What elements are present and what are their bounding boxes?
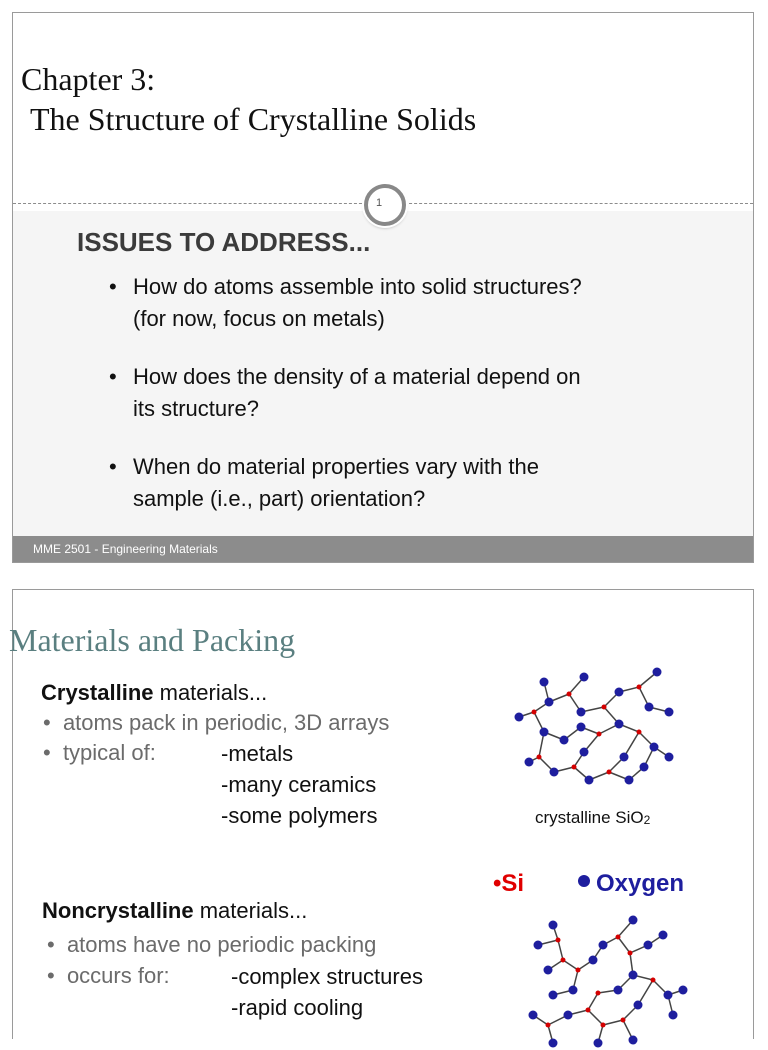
issue-line: How does the density of a material depend on: [133, 364, 581, 389]
oxygen-dot-icon: [578, 875, 590, 887]
issue-item: [109, 271, 709, 335]
caption-text: crystalline SiO: [535, 808, 644, 827]
title-line-1: Chapter 3:: [21, 61, 156, 97]
figure-caption: [535, 808, 650, 828]
noncrystalline-example: -complex structures: [231, 964, 423, 989]
crystalline-heading: [41, 680, 267, 706]
issues-list: [109, 271, 709, 541]
crystalline-suffix: materials...: [153, 680, 268, 705]
noncrystalline-bullet: • atoms have no periodic packing: [47, 932, 377, 957]
slide-footer: [13, 536, 753, 562]
issue-item: [109, 451, 709, 515]
legend-si: •Si: [493, 870, 525, 897]
crystalline-term: Crystalline: [41, 680, 154, 705]
issue-item: [109, 361, 709, 425]
crystalline-example: -metals: [221, 741, 294, 766]
slide-2-title: Materials and Packing: [9, 622, 296, 658]
issues-heading: ISSUES TO ADDRESS...: [77, 227, 371, 257]
noncrystalline-bullet: • occurs for:: [47, 963, 170, 988]
title-line-2: The Structure of Crystalline Solids: [30, 101, 477, 137]
bullet-text: atoms pack in periodic, 3D arrays: [62, 710, 390, 735]
noncrystalline-suffix: materials...: [193, 898, 308, 923]
issue-line: When do material properties vary with the: [133, 454, 539, 479]
legend-oxygen: [578, 870, 684, 898]
slide-2: [9, 589, 754, 1039]
bullet-text: atoms have no periodic packing: [66, 932, 377, 957]
slide-1-title: [21, 59, 476, 139]
crystalline-sio2-diagram: [509, 662, 679, 792]
issue-line: (for now, focus on metals): [133, 306, 385, 331]
crystalline-bullet: • atoms pack in periodic, 3D arrays: [43, 710, 390, 735]
slide-1: [12, 12, 754, 563]
caption-subscript: 2: [643, 813, 651, 827]
crystalline-example: -many ceramics: [221, 772, 377, 797]
noncrystalline-sio2-diagram: [518, 915, 693, 1050]
noncrystalline-example: -rapid cooling: [231, 995, 364, 1020]
bullet-text: occurs for:: [66, 963, 170, 988]
footer-text: MME 2501 - Engineering Materials: [33, 542, 218, 556]
crystalline-example: -some polymers: [221, 803, 378, 828]
noncrystalline-term: Noncrystalline: [42, 898, 194, 923]
slide-number: 1: [376, 197, 383, 209]
issue-line: its structure?: [133, 396, 259, 421]
slide-number-badge: [364, 184, 406, 226]
legend-si-label: Si: [501, 870, 525, 897]
crystalline-bullet: • typical of:: [43, 740, 156, 765]
issue-line: sample (i.e., part) orientation?: [133, 486, 426, 511]
issue-line: How do atoms assemble into solid structures?: [133, 274, 582, 299]
legend-oxygen-label: Oxygen: [596, 870, 685, 897]
noncrystalline-heading: [42, 898, 307, 924]
bullet-text: typical of:: [62, 740, 156, 765]
